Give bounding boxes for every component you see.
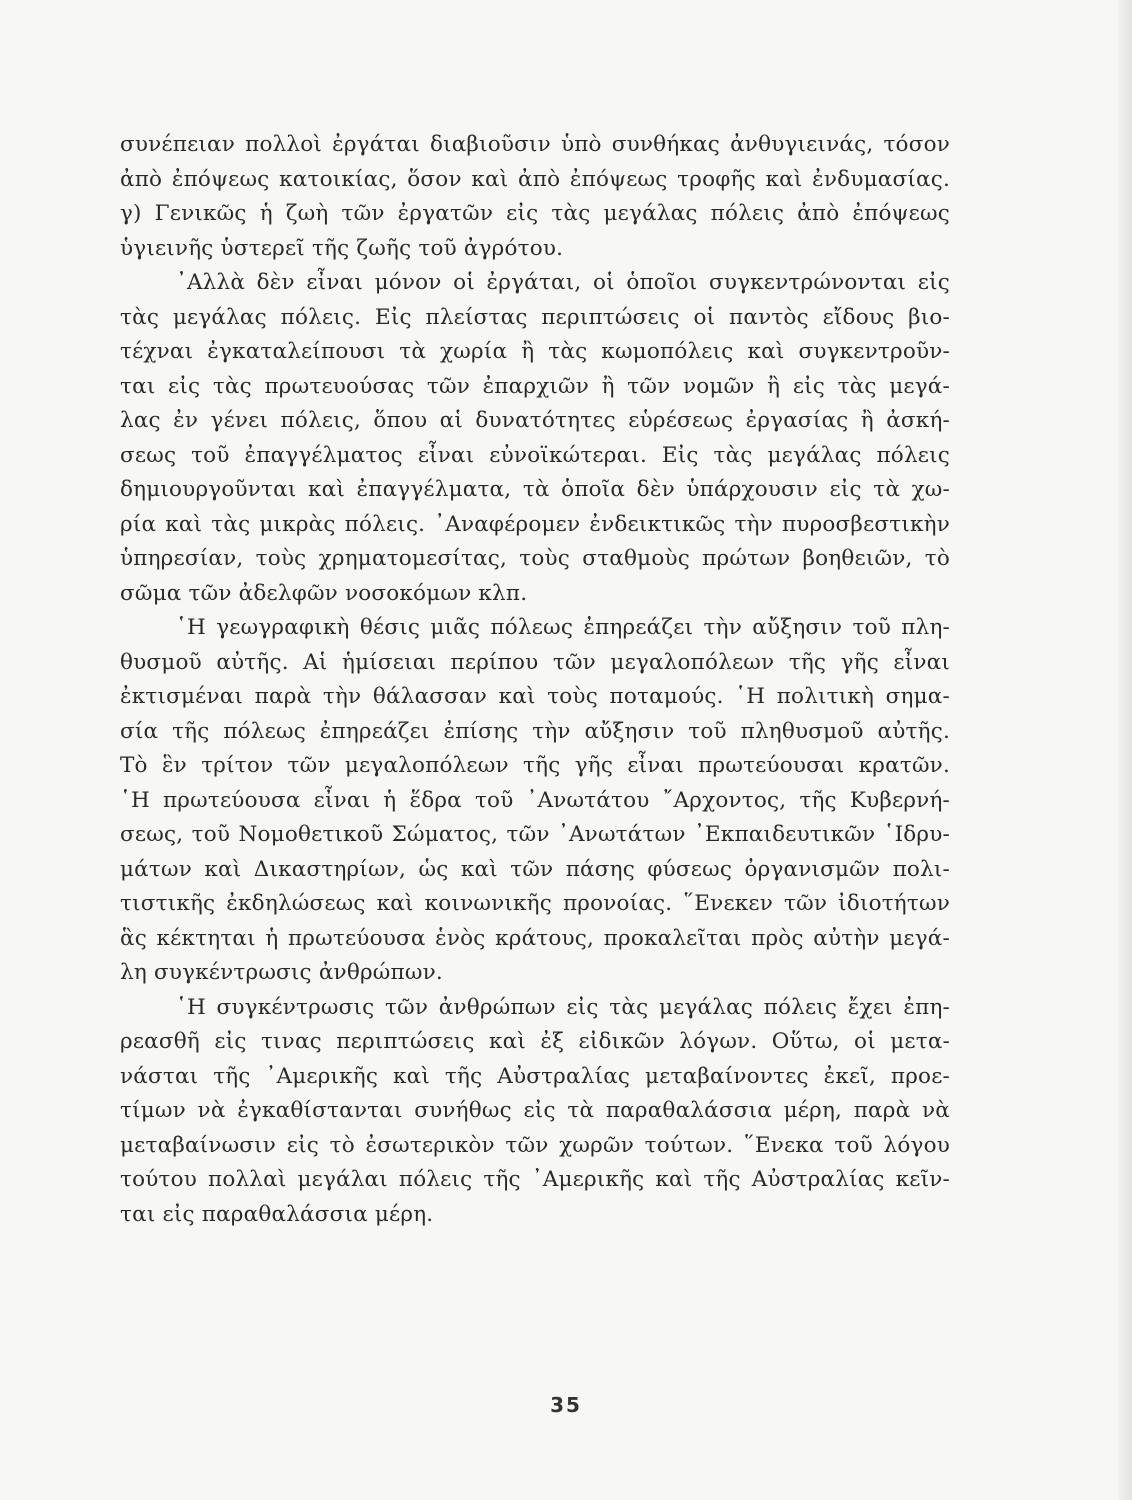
text-line: ρεασθῆ εἰς τινας περιπτώσεις καὶ ἐξ εἰδικῶν λόγων. Οὕτω, οἱ μετα- xyxy=(120,1029,950,1054)
text-line: δημιουργοῦνται καὶ ἐπαγγέλματα, τὰ ὁποῖα δὲν ὑπάρχουσιν εἰς τὰ χω- xyxy=(120,477,950,502)
text-line: ἃς κέκτηται ἡ πρωτεύουσα ἑνὸς κράτους, προκαλεῖται πρὸς αὐτὴν μεγά- xyxy=(120,925,950,951)
text-line: ἐκτισμέναι παρὰ τὴν θάλασσαν καὶ τοὺς ποταμούς. ῾Η πολιτικὴ σημα- xyxy=(120,684,950,709)
text-line: ῾Η πρωτεύουσα εἶναι ἡ ἕδρα τοῦ ᾿Ανωτάτου ῎Αρχοντος, τῆς Κυβερνή- xyxy=(120,787,950,813)
text-line: σεως, τοῦ Νομοθετικοῦ Σώματος, τῶν ᾿Ανωτάτων ᾿Εκπαιδευτικῶν ῾Ιδρυ- xyxy=(120,822,950,847)
text-line: τίμων νὰ ἐγκαθίστανται συνήθως εἰς τὰ παραθαλάσσια μέρη, παρὰ νὰ xyxy=(120,1098,950,1123)
text-line: ὑγιεινῆς ὑστερεῖ τῆς ζωῆς τοῦ ἀγρότου. xyxy=(120,235,564,261)
text-line: ὑπηρεσίαν, τοὺς χρηματομεσίτας, τοὺς σταθμοὺς πρώτων βοηθειῶν, τὸ xyxy=(120,546,950,571)
body-text xyxy=(120,128,950,1232)
text-line: ᾿Αλλὰ δὲν εἶναι μόνον οἱ ἐργάται, οἱ ὁποῖοι συγκεντρώνονται εἰς xyxy=(176,270,950,295)
text-line: ρία καὶ τὰς μικρὰς πόλεις. ᾿Αναφέρομεν ἐνδεικτικῶς τὴν πυροσβεστικὴν xyxy=(120,511,950,537)
text-line: ἀπὸ ἐπόψεως κατοικίας, ὅσον καὶ ἀπὸ ἐπόψεως τροφῆς καὶ ἐνδυμασίας. xyxy=(120,166,950,192)
text-line: ῾Η γεωγραφικὴ θέσις μιᾶς πόλεως ἐπηρεάζει τὴν αὔξησιν τοῦ πλη- xyxy=(176,615,950,640)
text-line: συνέπειαν πολλοὶ ἐργάται διαβιοῦσιν ὑπὸ συνθήκας ἀνθυγιεινάς, τόσον xyxy=(120,132,950,157)
text-line: τὰς μεγάλας πόλεις. Εἰς πλείστας περιπτώσεις οἱ παντὸς εἴδους βιο- xyxy=(120,304,950,330)
page-edge xyxy=(1118,0,1132,1500)
text-line: ται εἰς παραθαλάσσια μέρη. xyxy=(120,1201,434,1227)
text-line: μεταβαίνωσιν εἰς τὸ ἐσωτερικὸν τῶν χωρῶν τούτων. ῞Ενεκα τοῦ λόγου xyxy=(120,1132,950,1158)
text-line: μάτων καὶ Δικαστηρίων, ὡς καὶ τῶν πάσης φύσεως ὀργανισμῶν πολι- xyxy=(120,856,950,882)
text-line: λη συγκέντρωσις ἀνθρώπων. xyxy=(120,960,443,985)
text-line: νάσται τῆς ᾿Αμερικῆς καὶ τῆς Αὐστραλίας μεταβαίνοντες ἐκεῖ, προε- xyxy=(120,1063,950,1089)
text-line: ῾Η συγκέντρωσις τῶν ἀνθρώπων εἰς τὰς μεγάλας πόλεις ἔχει ἐπη- xyxy=(176,994,950,1020)
text-line: τιστικῆς ἐκδηλώσεως καὶ κοινωνικῆς προνοίας. ῞Ενεκεν τῶν ἰδιοτήτων xyxy=(120,891,950,916)
text-line: λας ἐν γένει πόλεις, ὅπου αἱ δυνατότητες εὑρέσεως ἐργασίας ἢ ἀσκή- xyxy=(120,408,950,433)
text-line: σεως τοῦ ἐπαγγέλματος εἶναι εὐνοϊκώτεραι. Εἰς τὰς μεγάλας πόλεις xyxy=(120,442,950,468)
text-line: σῶμα τῶν ἀδελφῶν νοσοκόμων κλπ. xyxy=(120,580,528,606)
text-line: τούτου πολλαὶ μεγάλαι πόλεις τῆς ᾿Αμερικῆς καὶ τῆς Αὐστραλίας κεῖν- xyxy=(120,1167,950,1192)
text-line: γ) Γενικῶς ἡ ζωὴ τῶν ἐργατῶν εἰς τὰς μεγάλας πόλεις ἀπὸ ἐπόψεως xyxy=(120,201,950,226)
text-line: σία τῆς πόλεως ἐπηρεάζει ἐπίσης τὴν αὔξησιν τοῦ πληθυσμοῦ αὐτῆς. xyxy=(120,718,950,744)
text-line: θυσμοῦ αὐτῆς. Αἱ ἡμίσειαι περίπου τῶν μεγαλοπόλεων τῆς γῆς εἶναι xyxy=(120,649,950,675)
text-line: ται εἰς τὰς πρωτευούσας τῶν ἐπαρχιῶν ἢ τῶν νομῶν ἢ εἰς τὰς μεγά- xyxy=(120,373,950,399)
text-line: Τὸ ἓν τρίτον τῶν μεγαλοπόλεων τῆς γῆς εἶναι πρωτεύουσαι κρατῶν. xyxy=(120,753,950,778)
text-line: τέχναι ἐγκαταλείπουσι τὰ χωρία ἢ τὰς κωμοπόλεις καὶ συγκεντροῦν- xyxy=(120,339,950,364)
page-number: 35 xyxy=(550,1393,582,1417)
